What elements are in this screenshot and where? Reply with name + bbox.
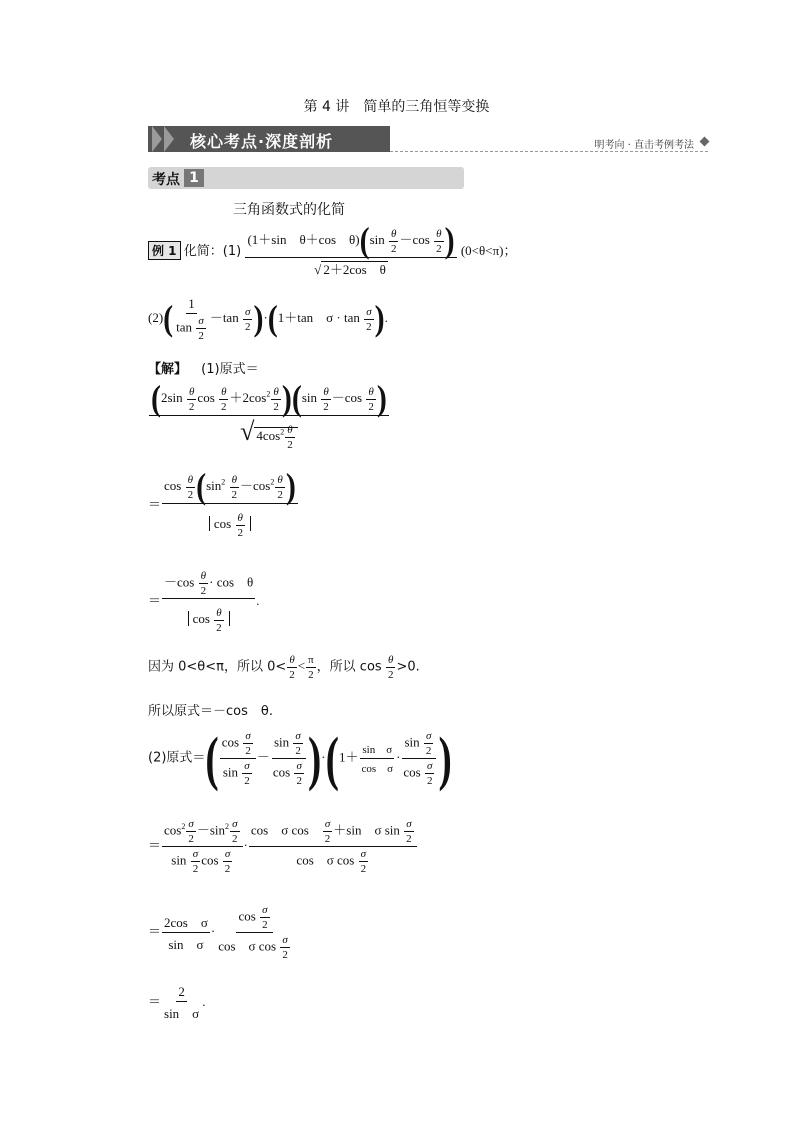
solution-part1-intro: (1)原式＝ <box>201 362 259 377</box>
example-prompt: 化简：(1) <box>183 243 242 259</box>
conclusion-line: 所以原式＝－cos θ. <box>148 704 273 719</box>
topic-subtitle: 三角函数式的化简 <box>233 202 345 218</box>
example-line <box>148 220 517 278</box>
formula-fraction: (1＋sin θ＋cos θ)(sin $\frac{\theta}{2}$ －cos $\frac{\theta}{2}$ ) √ 2＋2cos θ <box>247 220 455 277</box>
banner-divider <box>390 151 708 152</box>
banner-subtitle: 明考向 · 直击考例考法 <box>594 140 694 151</box>
chevron-icon <box>164 126 174 152</box>
diamond-icon <box>700 137 710 147</box>
chevron-icon <box>152 126 162 152</box>
solution-step: ＝ $\frac{\text{2cos σ}}{\text{sin σ}}$ · cos $\frac{\sigma}{2}$ cos σ cos $\frac{\sigma}{2}$ <box>148 904 288 961</box>
example-tag: 例 1 <box>148 241 181 260</box>
solution-step: ＝ －cos $\frac{\theta}{2}$ · cos θ cos $\frac{\theta}{2}$ . <box>148 570 260 634</box>
section-banner <box>148 126 708 154</box>
solution-step: (2sin $\frac{\theta}{2}$ cos $\frac{\theta}{2}$ $+2\cos^2$ $\frac{\theta}{2}$ )(sin $\frac{\theta}{2}$ －cos $\frac{\theta}{2}$ ) √ $4\cos^2$ $\frac{\theta}{2}$ <box>151 378 387 451</box>
kaodian-label: 考点 <box>152 172 180 188</box>
reasoning-line: 因为 0<θ<π，所以 0< $\frac{\theta}{2}$ < $\frac{\pi}{2}$ ，所以 cos $\frac{\theta}{2}$ >0. <box>148 654 420 681</box>
part2-label: (2) <box>148 309 164 325</box>
example-range: (0<θ<π)； <box>460 242 517 258</box>
solution-heading <box>148 358 259 377</box>
lesson-title: 第 4 讲 简单的三角恒等变换 <box>303 99 490 115</box>
final-result: ＝ $\frac{2}{\text{sin σ}}$ . <box>148 984 206 1021</box>
solution-part2-intro: (2)原式＝ <box>148 750 206 766</box>
solution-step: (2)原式＝( cos $\frac{\sigma}{2}$ sin $\frac{\sigma}{2}$ － sin $\frac{\sigma}{2}$ cos $\frac{\sigma}{2}$ )·(1＋ $\frac{\text{sin σ}}{\text{cos σ}}$ · sin $\frac{\sigma}{2}$ cos $\frac{\sigma}{2}$ ) <box>148 724 452 792</box>
kaodian-number: 1 <box>184 169 204 187</box>
solution-step: ＝ cos $\frac{\theta}{2}$ ($\sin^2$ $\frac{\theta}{2}$ $-\cos^2$ $\frac{\theta}{2}$ ) cos $\frac{\theta}{2}$ <box>148 466 296 539</box>
banner-title: 核心考点·深度剖析 <box>190 132 334 151</box>
solution-label: 【解】 <box>148 362 188 377</box>
example-part2: (2)( 1 tan $\frac{\sigma}{2}$ －tan $\frac{\sigma}{2}$ )·(1＋tan σ · tan $\frac{\sigma}{2}$ ). <box>148 296 388 342</box>
solution-step: ＝ $\cos^2$ $\frac{\sigma}{2}$ $-\sin^2$ $\frac{\sigma}{2}$ sin $\frac{\sigma}{2}$ cos $\frac{\sigma}{2}$ · cos σ cos $\frac{\sigma}{2}$ ＋sin σ sin $\frac{\sigma}{2}$ cos σ cos $\frac{\sigma}{2}$ <box>148 818 418 875</box>
kaodian-bar <box>148 167 464 189</box>
